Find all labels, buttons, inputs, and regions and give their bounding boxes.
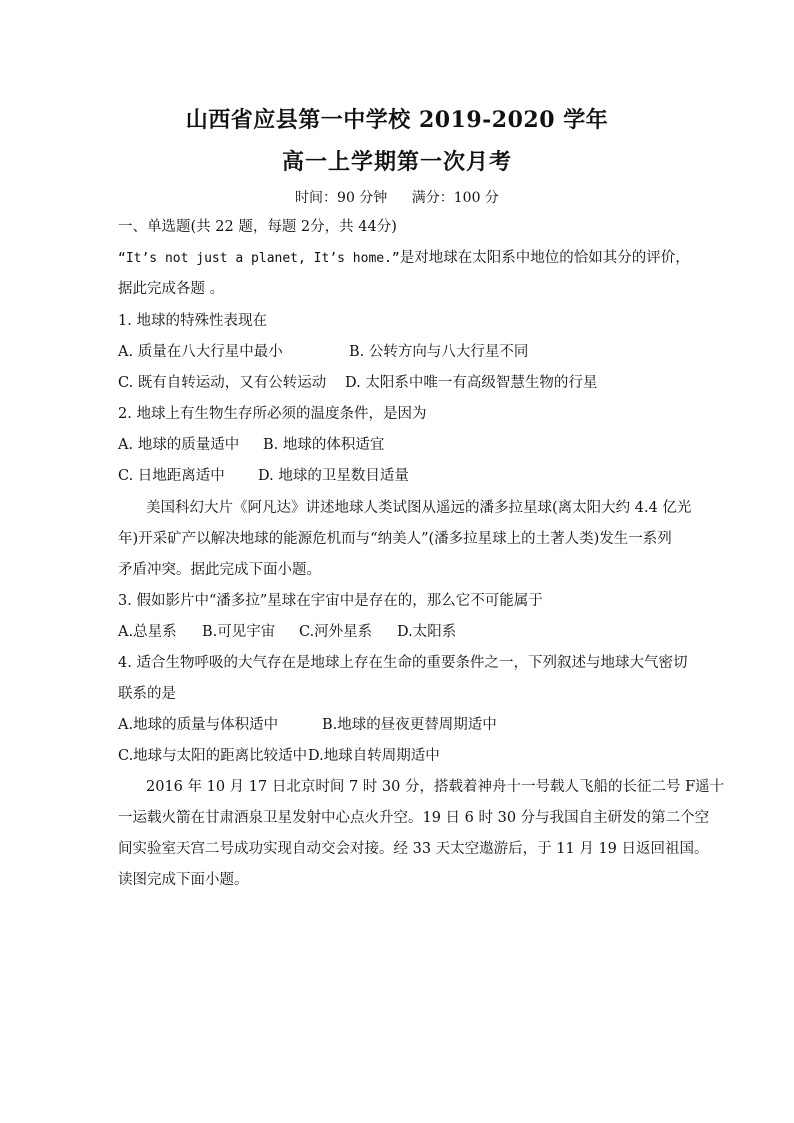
passage2-line1: 美国科幻大片《阿凡达》讲述地球人类试图从遥远的潘多拉星球(离太阳大约 4.4 亿光 [146,500,692,516]
q4-option-b: B.地球的昼夜更替周期适中 [322,717,497,733]
exam-title-line2: 高一上学期第一次月考 [281,149,512,175]
q1-option-d: D. 太阳系中唯一有高级智慧生物的行星 [345,375,598,391]
q2-options-row2 [118,466,409,486]
passage3-line4: 读图完成下面小题。 [118,872,249,888]
q4-stem-line1: 4. 适合生物呼吸的大气存在是地球上存在生命的重要条件之一，下列叙述与地球大气密切 [118,655,688,671]
q3-options [118,622,456,642]
passage2-line2: 年)开采矿产以解决地球的能源危机而与“纳美人”(潘多拉星球上的土著人类)发生一系列 [118,531,672,547]
q2-option-b: B. 地球的体积适宜 [263,437,385,453]
q4-option-c: C.地球与太阳的距离比较适中 [118,748,308,764]
q4-stem-line2: 联系的是 [118,686,176,702]
q3-stem: 3. 假如影片中“潘多拉”星球在宇宙中是存在的，那么它不可能属于 [118,593,543,609]
q1-option-b: B. 公转方向与八大行星不同 [349,344,529,360]
q4-option-a: A.地球的质量与体积适中 [118,717,279,733]
passage3-line3: 间实验室天宫二号成功实现自动交会对接。经 33 天太空遨游后，于 11 月 19 日返回祖国。 [118,841,709,857]
q3-option-d: D.太阳系 [397,624,457,640]
exam-title-line1: 山西省应县第一中学校 2019-2020 学年 [185,107,609,133]
q3-option-c: C.河外星系 [299,624,373,640]
passage1-line1-rest: 是对地球在太阳系中地位的恰如其分的评价， [399,250,690,266]
passage1-line1 [118,248,690,269]
q1-stem: 1. 地球的特殊性表现在 [118,313,267,329]
q4-options-row2 [118,746,440,766]
q2-options-row1 [118,435,384,455]
q1-option-a: A. 质量在八大行星中最小 [118,344,283,360]
q3-option-b: B.可见宇宙 [202,624,276,640]
q1-options-row1 [118,342,528,362]
q4-options-row1 [118,715,497,735]
exam-time: 时间：90 分钟 [295,190,388,206]
passage1-line2: 据此完成各题 。 [118,281,225,297]
passage3-line2: 一运载火箭在甘肃酒泉卫星发射中心点火升空。19 日 6 时 30 分与我国自主研发的第二个空 [118,810,710,826]
section-heading: 一、单选题(共 22 题，每题 2分，共 44分) [118,219,397,235]
q4-option-d: D.地球自转周期适中 [308,748,440,764]
passage1-quote: “It’s not just a planet, It’s home.” [118,251,400,266]
passage3-line1: 2016 年 10 月 17 日北京时间 7 时 30 分，搭载着神舟十一号载人飞船的长征二号 F遥十 [146,779,725,795]
passage2-line3: 矛盾冲突。据此完成下面小题。 [118,562,321,578]
q2-option-a: A. 地球的质量适中 [118,437,240,453]
q2-option-c: C. 日地距离适中 [118,468,225,484]
q2-option-d: D. 地球的卫星数目适量 [258,468,409,484]
q1-option-c: C. 既有自转运动，又有公转运动 [118,375,327,391]
q3-option-a: A.总星系 [118,624,177,640]
q1-options-row2 [118,373,597,393]
exam-meta [0,187,794,207]
q2-stem: 2. 地球上有生物生存所必须的温度条件，是因为 [118,406,427,422]
exam-score: 满分：100 分 [411,190,499,206]
